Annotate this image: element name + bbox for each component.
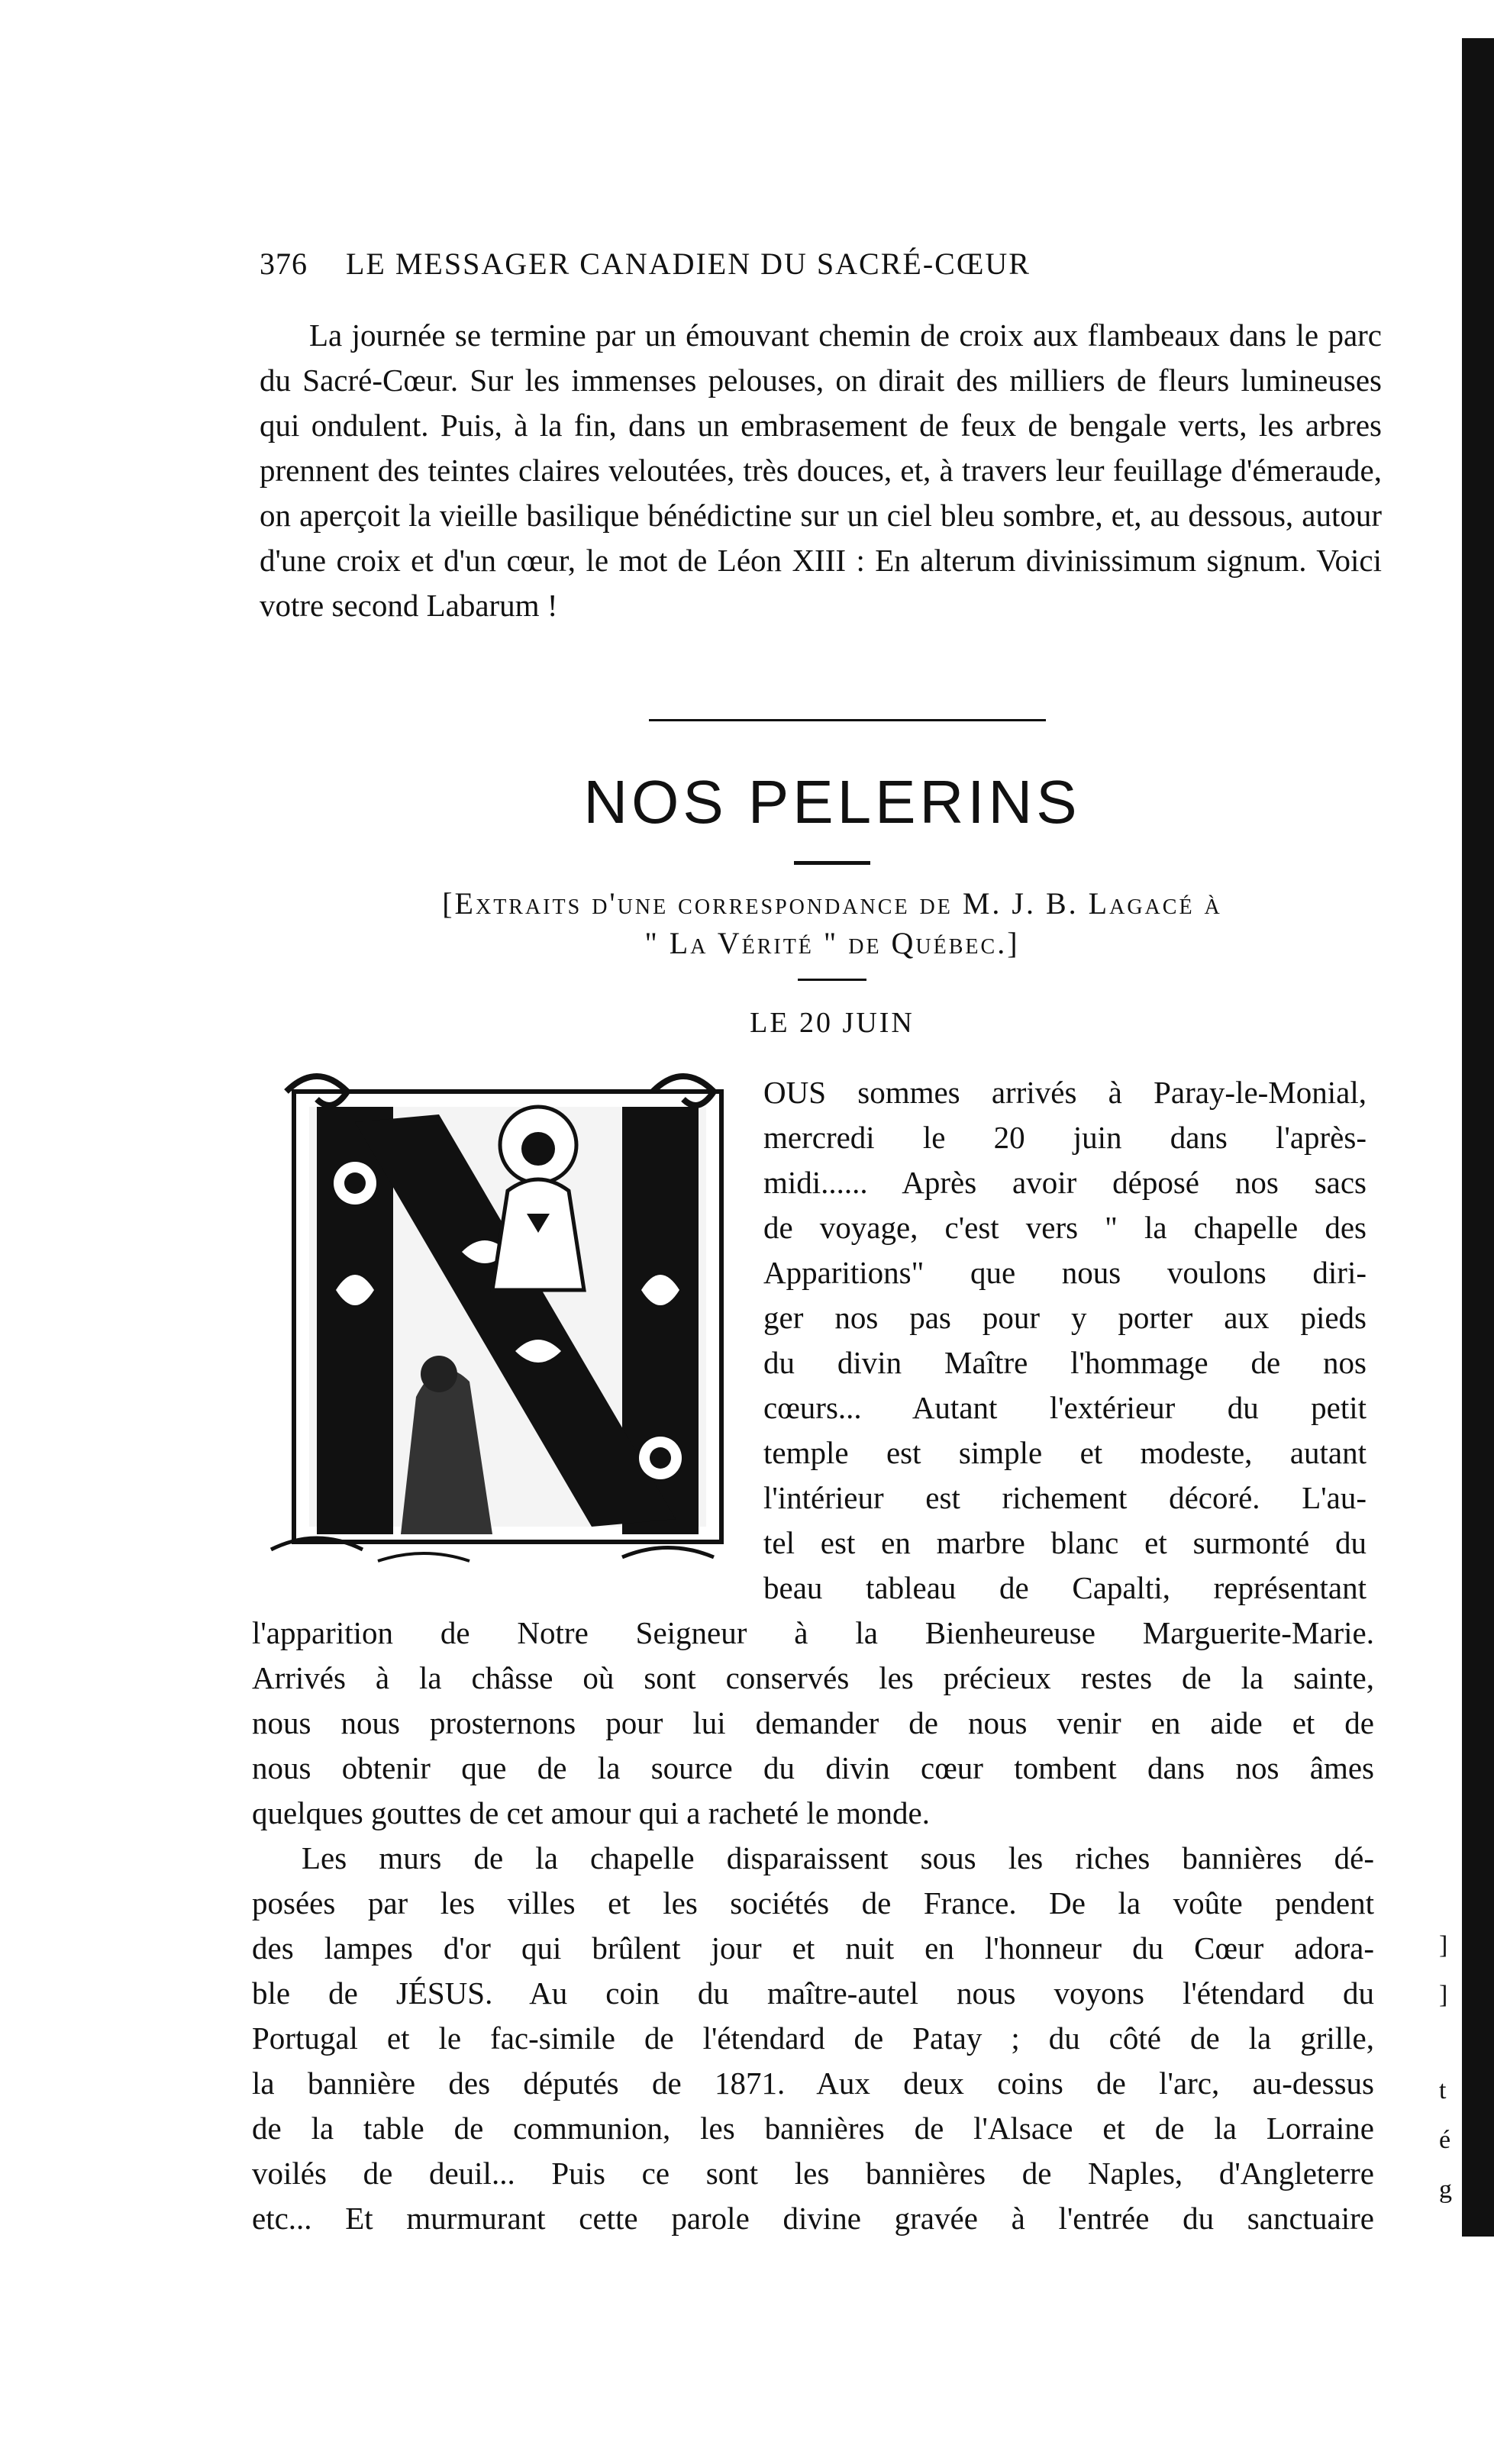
dropcap-text-line: cœurs... Autant l'extérieur du petit <box>763 1390 1367 1425</box>
dropcap-text-line: OUS sommes arrivés à Paray-le-Monial, <box>763 1075 1367 1110</box>
body-text-line: la bannière des députés de 1871. Aux deux coins de l'arc, au-dessus <box>252 2066 1374 2101</box>
margin-mark: ] <box>1439 1981 1448 2009</box>
page-edge-shadow <box>1462 38 1494 2237</box>
dropcap-text-line: temple est simple et modeste, autant <box>763 1435 1367 1470</box>
body-text-line: Les murs de la chapelle disparaissent sous les riches bannières dé- <box>302 1840 1374 1875</box>
dropcap-text-line: l'intérieur est richement décoré. L'au- <box>763 1480 1367 1515</box>
dropcap-text-line: ger nos pas pour y porter aux pieds <box>763 1300 1367 1335</box>
body-text-line: l'apparition de Notre Seigneur à la Bienheureuse Marguerite-Marie. <box>252 1615 1374 1650</box>
body-text-line: nous obtenir que de la source du divin cœur tombent dans nos âmes <box>252 1750 1374 1785</box>
body-text-line: voilés de deuil... Puis ce sont les bannières de Naples, d'Angleterre <box>252 2156 1374 2191</box>
body-text-line: nous nous prosternons pour lui demander de nous venir en aide et de <box>252 1705 1374 1740</box>
body-text-line: ble de JÉSUS. Au coin du maître-autel nous voyons l'étendard du <box>252 1975 1374 2011</box>
article-subtitle-line2: " La Vérité " de Québec.] <box>644 926 1020 960</box>
subtitle-rule <box>798 979 866 981</box>
running-head-title: LE MESSAGER CANADIEN DU SACRÉ-CŒUR <box>346 247 1031 281</box>
margin-mark: t <box>1439 2076 1447 2104</box>
intro-paragraph: La journée se termine par un émouvant chemin de croix aux flambeaux dans le parc du Sacré-Cœur. Sur les immenses pelouses, on dirait des milliers de fleurs lumineuses qui ondulent. Puis, à la fin, dans un embrasement de feux de bengale verts, les arbres prennent des teintes claires veloutées, très douces, et, à travers leur feuillage d'émeraude, on aperçoit la vieille basilique bénédictine sur un ciel bleu sombre, et, au dessous, autour d'une croix et d'un cœur, le mot de Léon XIII : En alterum divinissimum signum. Voici votre second Labarum ! <box>260 318 1382 623</box>
dropcap-text-line: du divin Maître l'hommage de nos <box>763 1345 1367 1380</box>
body-text-line: Arrivés à la châsse où sont conservés les précieux restes de la sainte, <box>252 1660 1374 1695</box>
margin-mark: é <box>1439 2126 1451 2154</box>
ornamental-dropcap-illustration <box>263 1061 752 1580</box>
dropcap-text-line: de voyage, c'est vers " la chapelle des <box>763 1210 1367 1245</box>
article-subtitle-line1: [Extraits d'une correspondance de M. J. B. Lagacé à <box>442 886 1222 921</box>
section-divider <box>649 719 1046 721</box>
body-text-line: etc... Et murmurant cette parole divine gravée à l'entrée du sanctuaire <box>252 2201 1374 2236</box>
body-text-line: quelques gouttes de cet amour qui a racheté le monde. <box>252 1795 931 1830</box>
body-text-line: posées par les villes et les sociétés de France. De la voûte pendent <box>252 1885 1374 1921</box>
dropcap-text-line: midi...... Après avoir déposé nos sacs <box>763 1165 1367 1200</box>
dropcap-text-line: tel est en marbre blanc et surmonté du <box>763 1525 1367 1560</box>
title-rule <box>794 861 870 865</box>
dropcap-text-line: Apparitions" que nous voulons diri- <box>763 1255 1367 1290</box>
body-text-line: des lampes d'or qui brûlent jour et nuit en l'honneur du Cœur adora- <box>252 1930 1374 1966</box>
running-head <box>260 246 1252 282</box>
article-title: NOS PELERINS <box>583 768 1081 836</box>
page-number: 376 <box>260 247 308 281</box>
dropcap-text-line: mercredi le 20 juin dans l'après- <box>763 1120 1367 1155</box>
body-text-line: de la table de communion, les bannières de l'Alsace et de la Lorraine <box>252 2111 1374 2146</box>
margin-mark: g <box>1439 2175 1452 2204</box>
dropcap-text-line: beau tableau de Capalti, représentant <box>763 1570 1367 1605</box>
body-text-line: Portugal et le fac-simile de l'étendard de Patay ; du côté de la grille, <box>252 2021 1374 2056</box>
article-date: LE 20 JUIN <box>750 1007 915 1039</box>
margin-mark: ] <box>1439 1931 1448 1959</box>
